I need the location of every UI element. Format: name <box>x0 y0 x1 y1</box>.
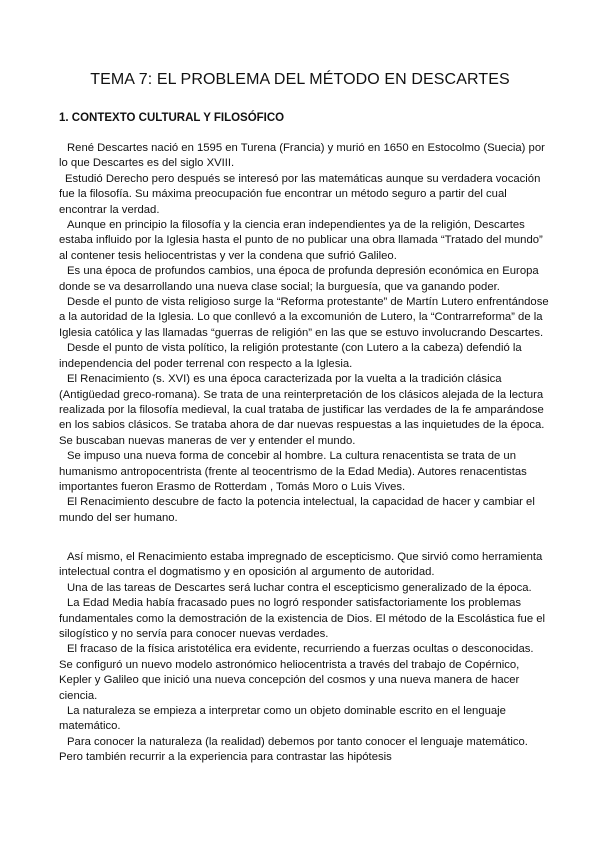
paragraph: El fracaso de la física aristotélica era evidente, recurriendo a fuerzas ocultas o desconocidas. Se configuró un nuevo modelo astronómico heliocentrista a través del trabajo de Copérnico, Kepler y Galileo que inició una nueva concepción del cosmos y una nueva manera de hacer ciencia. <box>59 643 534 702</box>
paragraph: Una de las tareas de Descartes será luchar contra el escepticismo generalizado de la época. <box>67 581 532 594</box>
section-heading: 1. CONTEXTO CULTURAL Y FILOSÓFICO <box>59 112 285 124</box>
paragraph: Estudió Derecho pero después se interesó por las matemáticas aunque su verdadera vocación fue la filosofía. Su máxima preocupación fue encontrar un método seguro a partir del cual encontrar la verdad. <box>59 172 541 216</box>
paragraph: El Renacimiento descubre de facto la potencia intelectual, la capacidad de hacer y cambiar el mundo del ser humano. <box>59 496 535 524</box>
paragraph: Aunque en principio la filosofía y la ciencia eran independientes ya de la religión, Descartes estaba influido por la Iglesia hasta el punto de no publicar una obra llamada “Tratado del mundo” al contener tesis heliocentristas y ver la condena que sufrió Galileo. <box>59 219 543 262</box>
paragraph: Así mismo, el Renacimiento estaba impregnado de escepticismo. Que sirvió como herramienta intelectual contra el dogmatismo y en oposición al argumento de autoridad. <box>59 551 543 579</box>
body-block-2 <box>59 550 549 766</box>
paragraph: Se impuso una nueva forma de concebir al hombre. La cultura renacentista se trata de un humanismo antropocentrista (frente al teocentrismo de la Edad Media). Autores renacentistas importantes fueron Erasmo de Rotterdam , Tomás Moro o Luis Vives. <box>59 450 527 493</box>
paragraph: Es una época de profundos cambios, una época de profunda depresión económica en Europa donde se va desarrollando una nueva clase social; la burguesía, que va ganando poder. <box>59 265 539 293</box>
paragraph: La naturaleza se empieza a interpretar como un objeto dominable escrito en el lenguaje matemático. <box>59 705 506 733</box>
body-block-1 <box>59 141 549 526</box>
paragraph: Para conocer la naturaleza (la realidad) debemos por tanto conocer el lenguaje matemático. Pero también recurrir a la experiencia para contrastar las hipótesis <box>59 735 528 764</box>
paragraph: El Renacimiento (s. XVI) es una época caracterizada por la vuelta a la tradición clásica (Antigüedad greco-romana). Se trata de una reinterpretación de los clásicos alejada de la lectura realizada por la filosofía medieval, la cual trataba de justificar las verdades de la fe amparándose en los sabios clásicos. Se trataba ahora de dar nuevas respuestas a las inquietudes de la época. Se buscaban nuevas maneras de ver y entender el mundo. <box>59 373 545 447</box>
page-title: TEMA 7: EL PROBLEMA DEL MÉTODO EN DESCARTES <box>90 71 510 88</box>
paragraph: La Edad Media había fracasado pues no logró responder satisfactoriamente los problemas fundamentales como la demostración de la existencia de Dios. El método de la Escolástica fue el silogístico y no servía para conocer nuevas verdades. <box>59 597 546 641</box>
paragraph: Desde el punto de vista político, la religión protestante (con Lutero a la cabeza) defendió la independencia del poder terrenal con respecto a la Iglesia. <box>59 342 522 370</box>
paragraph: René Descartes nació en 1595 en Turena (Francia) y murió en 1650 en Estocolmo (Suecia) por lo que Descartes es del siglo XVIII. <box>59 142 545 170</box>
paragraph: Desde el punto de vista religioso surge la “Reforma protestante” de Martín Lutero enfrentándose a la autoridad de la Iglesia. Lo que conllevó a la excomunión de Lutero, la “Contrarreforma” de la Iglesia católica y las llamadas “guerras de religión” en las que se estuvo involucrando Descartes. <box>59 296 549 339</box>
